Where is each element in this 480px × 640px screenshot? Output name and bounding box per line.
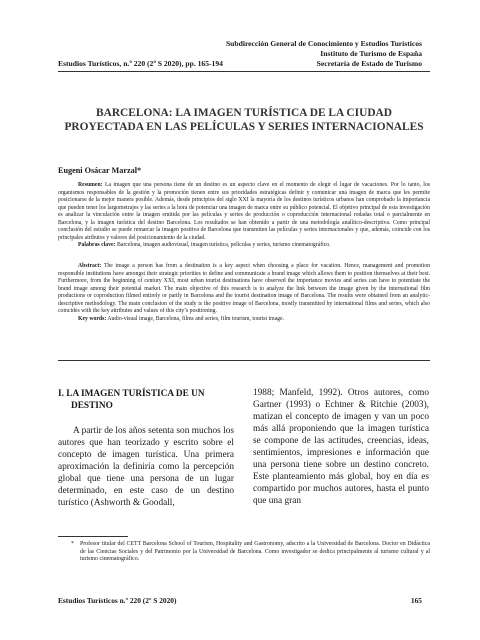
- institution-line-1: Subdirección General de Conocimiento y Estudios Turísticos: [225, 39, 422, 48]
- body-paragraph-right: 1988; Manfeld, 1992). Otros autores, como Gartner (1993) o Echtner & Ritchie (2003), matizan el concepto de imagen y van un poco más allá proponiendo que la imagen turística se compone de las actitudes, creencias, ideas, sentimientos, impresiones e información que una persona tiene sobre un destino concreto. Este planteamiento más global, hoy en día es compartido por muchos autores, hasta el punto que una gran: [253, 388, 429, 506]
- section-heading-line-2: DESTINO: [71, 401, 113, 411]
- resumen-paragraph: [58, 182, 430, 242]
- journal-reference: Estudios Turísticos, n.º 220 (2º S 2020), pp. 165-194: [58, 59, 223, 68]
- article-title: [58, 106, 430, 134]
- page-number: 165: [410, 596, 422, 605]
- resumen-text: La imagen que una persona tiene de un destino es un aspecto clave en el momento de elegir el lugar de vacaciones. Por lo tanto, los organismos responsables de la gestión y la promoción tienen entre sus prioridades estratégicas definir y comunicar una imagen de marca que les permite posicionarse de la mejor manera posible. Además, desde principios del siglo XXI la mayoría de los destinos turísticos urbanos han comprobado la importancia que pueden tener los largometrajes y las series a la hora de potenciar una imagen de marca entre su público potencial. El objetivo principal de esta investigación es analizar la vinculación entre la imagen emitida por las películas y series de producción o coproducción internacional rodadas total o parcialmente en Barcelona, y la imagen turística del destino Barcelona. Los resultados se han obtenido a partir de una metodología analítico-descriptiva. Como principal conclusión del estudio se puede remarcar la imagen positiva de Barcelona que transmiten las películas y series internacionales y que, además, coincide con los principales atributos y valores del posicionamiento de la ciudad.: [58, 182, 430, 241]
- body-column-left: [58, 388, 234, 510]
- abstract-spanish: [58, 182, 430, 250]
- abstract-rule: [58, 360, 430, 361]
- section-heading-line-1: I. LA IMAGEN TURÍSTICA DE UN: [58, 389, 205, 399]
- author-footnote: [71, 541, 430, 564]
- palabras-clave-label: Palabras clave:: [78, 242, 116, 249]
- institution-header: [226, 39, 422, 69]
- footnote-mark: *: [71, 541, 74, 547]
- body-column-right: [253, 388, 429, 508]
- institution-line-2: Instituto de Turismo de España: [320, 49, 422, 58]
- palabras-clave: [58, 242, 430, 250]
- abstract-text: The image a person has from a destination is a key aspect when choosing a place for vacation. Hence, management and promotion responsible institutions have amongst their strategic priorities to define and communicate a brand image which allows them to position themselves at their best. Furthermore, from the beginning of century XXI, most urban tourist destinations have observed the importance movies and series can have to potentiate the brand image among their potential market. The main objective of this research is to analyze the link between the image given by the international film productions or coproduction filmed entirely or partly in Barcelona and the tourist destination image of Barcelona. The results were obtained from an analytic-descriptive methodology. The main conclusion of the study is the positive image of Barcelona, mostly transmitted by international films and series, which also coincides with the key attributes and values of this city’s positioning.: [58, 263, 430, 315]
- key-words-text: Audio-visual image, Barcelona, films and series, film tourism, tourist image.: [106, 315, 285, 322]
- abstract-label: Abstract:: [78, 263, 102, 269]
- key-words-label: Key words:: [78, 315, 107, 322]
- body-paragraph-left: A partir de los años setenta son muchos los autores que han teorizado y escrito sobre el concepto de imagen turística. Una primera aproximación la definiría como la percepción global que tiene una persona de un lugar determinado, en este caso de un destino turístico (Ashworth & Goodall,: [58, 426, 234, 508]
- footnote-text: Profesor titular del CETT Barcelona School of Tourism, Hospitality and Gastronomy, adscrito a la Universidad de Barcelona. Doctor en Didáctica de las Ciencias Sociales y del Patrimonio por la Universidad de Barcelona. Como investigador se dedica principalmente al turismo cultural y al turismo cinematográfico.: [80, 541, 430, 563]
- footnote-rule: [58, 536, 128, 537]
- header-rule: [58, 71, 430, 72]
- footer-journal: Estudios Turísticos n.º 220 (2º S 2020): [58, 596, 177, 605]
- palabras-clave-text: Barcelona, imagen audiovisual, imagen turística, películas y series, turismo cinematográfico.: [115, 242, 331, 249]
- abstract-paragraph: [58, 263, 430, 316]
- resumen-label: Resumen:: [78, 182, 103, 188]
- institution-line-3: Secretaría de Estado de Turismo: [316, 59, 422, 68]
- abstract-english: [58, 263, 430, 323]
- title-line-1: BARCELONA: LA IMAGEN TURÍSTICA DE LA CIUDAD: [96, 107, 392, 119]
- section-heading: [58, 388, 234, 412]
- title-line-2: PROYECTADA EN LAS PELÍCULAS Y SERIES INTERNACIONALES: [64, 121, 424, 133]
- author-name: Eugeni Osácar Marzal*: [58, 166, 142, 175]
- key-words: [58, 316, 430, 324]
